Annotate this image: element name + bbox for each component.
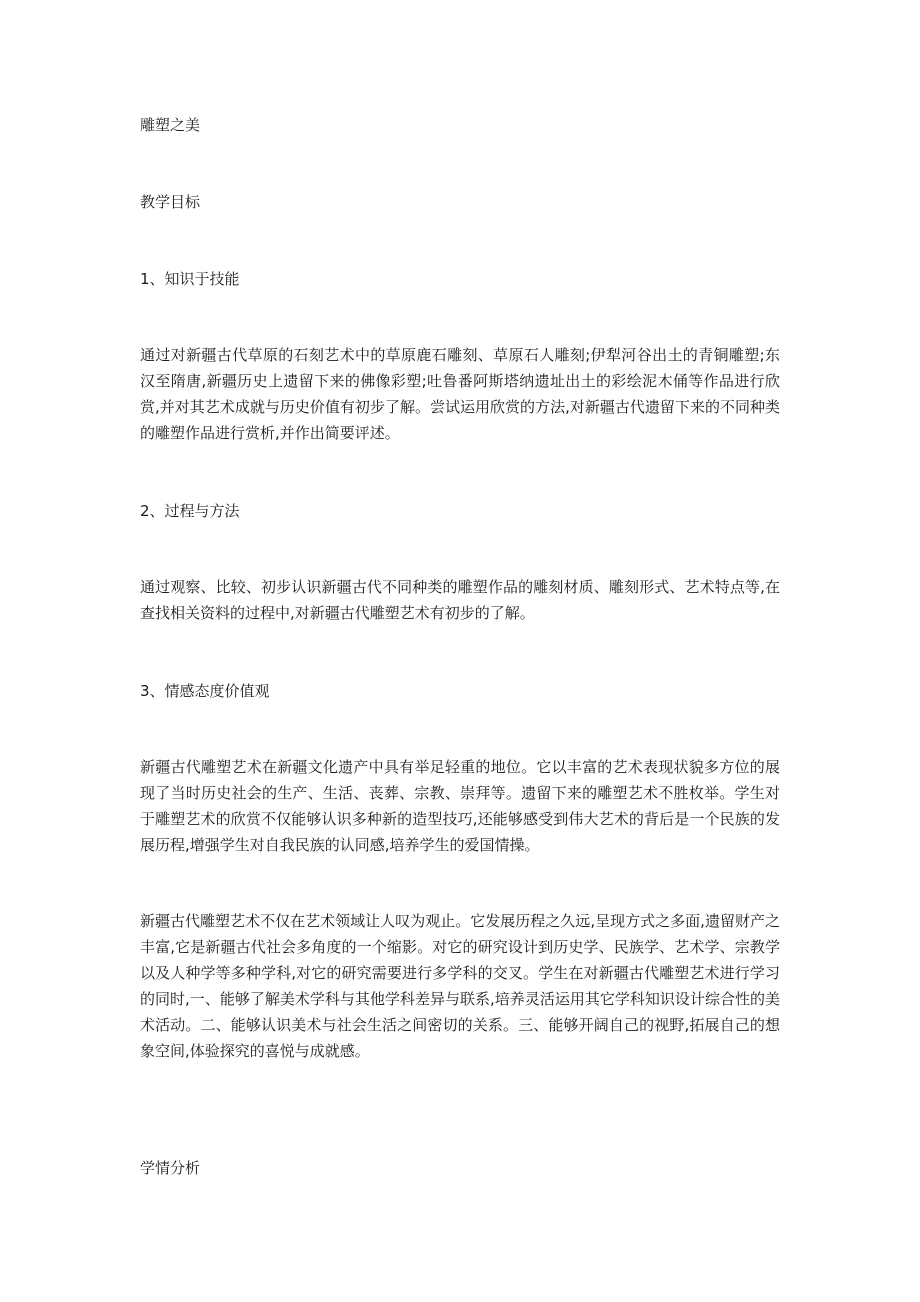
paragraph-significance: 新疆古代雕塑艺术不仅在艺术领域让人叹为观止。它发展历程之久远,呈现方式之多面,遗留财产之丰富,它是新疆古代社会多角度的一个缩影。对它的研究设计到历史学、民族学、艺术学、宗教学以及人种学等多种学科,对它的研究需要进行多学科的交叉。学生在对新疆古代雕塑艺术进行学习的同时,一、能够了解美术学科与其他学科差异与联系,培养灵活运用其它学科知识设计综合性的美术活动。二、能够认识美术与社会生活之间密切的关系。三、能够开阔自己的视野,拓展自己的想象空间,体验探究的喜悦与成就感。 [140, 912, 780, 1060]
subheading-knowledge-skills: 1、知识于技能 [140, 270, 240, 288]
paragraph-knowledge-skills: 通过对新疆古代草原的石刻艺术中的草原鹿石雕刻、草原石人雕刻;伊犁河谷出土的青铜雕塑;东汉至隋唐,新疆历史上遗留下来的佛像彩塑;吐鲁番阿斯塔纳遗址出土的彩绘泥木俑等作品进行欣赏,并对其艺术成就与历史价值有初步了解。尝试运用欣赏的方法,对新疆古代遗留下来的不同种类的雕塑作品进行赏析,并作出简要评述。 [140, 346, 780, 442]
document-title: 雕塑之美 [140, 116, 201, 134]
paragraph-emotion-values: 新疆古代雕塑艺术在新疆文化遗产中具有举足轻重的地位。它以丰富的艺术表现状貌多方位的展现了当时历史社会的生产、生活、丧葬、宗教、崇拜等。遗留下来的雕塑艺术不胜枚举。学生对于雕塑艺术的欣赏不仅能够认识多种新的造型技巧,还能够感受到伟大艺术的背后是一个民族的发展历程,增强学生对自我民族的认同感,培养学生的爱国情操。 [140, 758, 780, 854]
section-heading-analysis: 学情分析 [140, 1159, 201, 1177]
subheading-process-methods: 2、过程与方法 [140, 502, 240, 520]
paragraph-process-methods: 通过观察、比较、初步认识新疆古代不同种类的雕塑作品的雕刻材质、雕刻形式、艺术特点等,在查找相关资料的过程中,对新疆古代雕塑艺术有初步的了解。 [140, 578, 780, 622]
section-heading-objectives: 教学目标 [140, 193, 201, 211]
subheading-emotion-values: 3、情感态度价值观 [140, 682, 270, 700]
